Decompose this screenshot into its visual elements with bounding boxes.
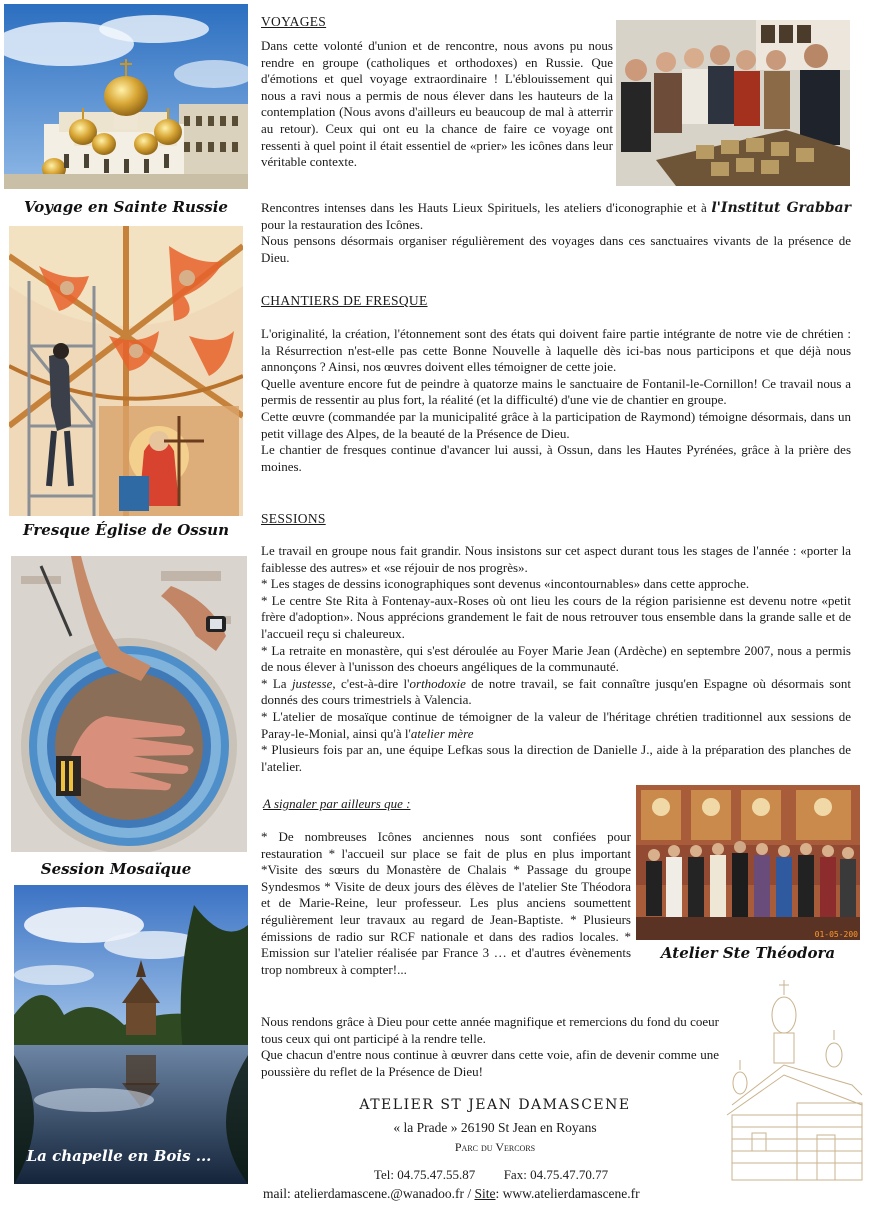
sessions-bullet-4-b: , c'est-à-dire l'	[332, 675, 410, 691]
voyages-rencontres-post: pour la restauration des Icônes.	[261, 216, 424, 232]
sessions-p1: Le travail en groupe nous fait grandir. Nous insistons sur cet aspect durant tous les stages de l'année : «porter la faiblesse des autres» et «se réjouir de nos progrès».	[261, 543, 851, 575]
signaler-text: * De nombreuses Icônes anciennes nous sont confiées pour restauration * l'accueil sur place se fait de plus en plus important *Visite des sœurs du Monastère de Chalais * Passage du groupe Syndesmos * Visite de deux jours des élèves de l'atelier Ste Théodora et de Marie-Reine, leur professeur. Les plus anciens soumettent régulièrement leur travaux au regard de Jean-Baptiste. * Plusieurs émissions de radio sur RCF nationale et dans des radios locales. * Emission sur l'atelier réalisée par France 3 … et d'autres évènements trop nombreux à compter!...	[261, 829, 631, 977]
heading-voyages: VOYAGES	[261, 14, 327, 29]
fresque-p3: Cette œuvre (commandée par la municipalité grâce à la participation de Raymond) témoigne désormais, dans un petit village des Alpes, de la beauté de la Présence de Dieu.	[261, 408, 851, 441]
caption-fresque-ossun: Fresque Église de Ossun	[23, 521, 229, 539]
photo-atelier-theodora	[636, 785, 860, 940]
sessions-bullet-4-a: * La	[261, 675, 292, 691]
sessions-bullet-2: * Le centre Ste Rita à Fontenay-aux-Roses où ont lieu les cours de la région parisienne est devenu notre «petit frère d'adoption». Nous apprécions grandement le fait de nous retrouver tous ensemble dans la grande salle et de l'accueil reçu si chaleureux.	[261, 592, 851, 641]
heading-chantiers-fresque: CHANTIERS DE FRESQUE	[261, 293, 428, 308]
footer-site-label: Site	[474, 1186, 496, 1201]
caption-atelier-theodora: Atelier Ste Théodora	[660, 944, 836, 962]
sessions-bullet-5-atelier-mere: atelier mère	[410, 725, 474, 741]
photo-kremlin-cathedral	[4, 4, 248, 189]
footer-contacts	[261, 1167, 721, 1183]
closing-text	[261, 1014, 719, 1080]
fresque-p1: L'originalité, la création, l'étonnement sont des états qui doivent faire partie intégrante de notre vie de chrétien : la Résurrection n'est-elle pas cette Bonne Nouvelle à laquelle dès ici-bas nous participons et que déjà nous annonçons ? Ainsi, nos œuvres doivent elles témoigner de cette joie.	[261, 326, 851, 375]
closing-p1: Nous rendons grâce à Dieu pour cette année magnifique et remercions du fond du coeur tous ceux qui ont participé à la rendre telle.	[261, 1014, 719, 1046]
caption-chapelle-bois: La chapelle en Bois ...	[26, 1147, 212, 1165]
sessions-bullet-4-c: de notre travail, se fait connaître jusqu'en Espagne où désormais sont donnés des cours trimestriels à Valencia.	[261, 675, 851, 708]
closing-p2: Que chacun d'entre nous continue à œuvrer dans cette voie, afin de devenir comme une poussière du reflet de la Présence de Dieu!	[261, 1047, 719, 1079]
institut-grabbar: l'Institut Grabbar	[711, 200, 852, 216]
voyages-projets: Nous pensons désormais organiser régulièrement des voyages dans ces sanctuaires vivants de la présence de Dieu.	[261, 233, 851, 265]
footer-site-link[interactable]: : www.atelierdamascene.fr	[495, 1186, 640, 1201]
caption-voyage-russie: Voyage en Sainte Russie	[24, 198, 228, 216]
heading-sessions: SESSIONS	[261, 511, 326, 526]
footer-park: Parc du Vercors	[454, 1140, 536, 1154]
sessions-text	[261, 543, 851, 775]
sessions-bullet-4-justesse: justesse	[291, 675, 333, 691]
photo-session-mosaique	[11, 556, 247, 852]
caption-session-mosaique: Session Mosaïque	[40, 860, 192, 878]
footer-address: « la Prade » 26190 St Jean en Royans	[393, 1120, 597, 1135]
sessions-bullet-3: * La retraite en monastère, qui s'est déroulée au Foyer Marie Jean (Ardèche) en septembre 2007, nous a permis de nous élever à l'unisson des choeurs angéliques de la communauté.	[261, 642, 851, 675]
sessions-bullet-5	[261, 709, 851, 742]
voyages-rencontres	[261, 200, 851, 266]
sketch-eglise-bois	[722, 975, 868, 1190]
voyages-rencontres-line	[261, 200, 851, 233]
photo-chapelle-bois	[14, 885, 248, 1184]
sessions-bullet-4-orthodoxie: orthodoxie	[409, 675, 466, 691]
sessions-bullet-5-a: * L'atelier de mosaïque continue de témoigner de la valeur de l'héritage chrétien traditionnel aux sessions de Paray-le-Monial, ainsi qu'à l'	[261, 708, 851, 741]
footer-atelier-name: ATELIER ST JEAN DAMASCENE	[359, 1097, 631, 1113]
fresque-p4: Le chantier de fresques continue d'avancer lui aussi, à Ossun, dans les Hautes Pyrénées, grâce à la prière des moines.	[261, 442, 851, 474]
sessions-bullet-4	[261, 676, 851, 709]
photo-groupe-icones	[616, 20, 850, 186]
footer-mail[interactable]: mail: atelierdamascene.@wanadoo.fr /	[263, 1186, 475, 1201]
footer-fax: Fax: 04.75.47.70.77	[503, 1167, 609, 1182]
voyages-text: Dans cette volonté d'union et de rencontre, nous avons pu nous rendre en groupe (catholiques et orthodoxes) en Russie. Que d'émotions et quel voyage extraordinaire ! L'éblouissement qui nous a ravi nous a permis de nous élever dans les hauteurs de la contemplation (Nous avons d'ailleurs eu beaucoup de mal à atterrir au retour). Ceux qui ont eu la chance de faire ce voyage ont ressenti à quel point il était essentiel de «prier» les icônes dans leur véritable contexte.	[261, 38, 613, 170]
heading-a-signaler: A signaler par ailleurs que :	[263, 796, 411, 811]
voyages-rencontres-pre: Rencontres intenses dans les Hauts Lieux Spirituels, les ateliers d'iconographie et à	[261, 200, 712, 215]
sessions-bullet-1: * Les stages de dessins iconographiques sont devenus «incontournables» dans cette approche.	[261, 576, 750, 592]
photo-date-stamp: 01-05-200	[814, 930, 858, 939]
fresque-p2: Quelle aventure encore fut de peindre à quatorze mains le sanctuaire de Fontanil-le-Cornillon! Ce travail nous a permis de ressentir au plus fort, la réalité (et la difficulté) d'une vie de chantier en groupe.	[261, 375, 851, 408]
footer-mail-site	[263, 1186, 640, 1202]
sessions-bullet-6: * Plusieurs fois par an, une équipe Lefkas sous la direction de Danielle J., aide à la préparation des planches de l'atelier.	[261, 742, 851, 774]
photo-fresque-ossun	[9, 226, 243, 516]
fresque-text	[261, 326, 851, 475]
footer-tel: Tel: 04.75.47.55.87	[373, 1167, 476, 1182]
